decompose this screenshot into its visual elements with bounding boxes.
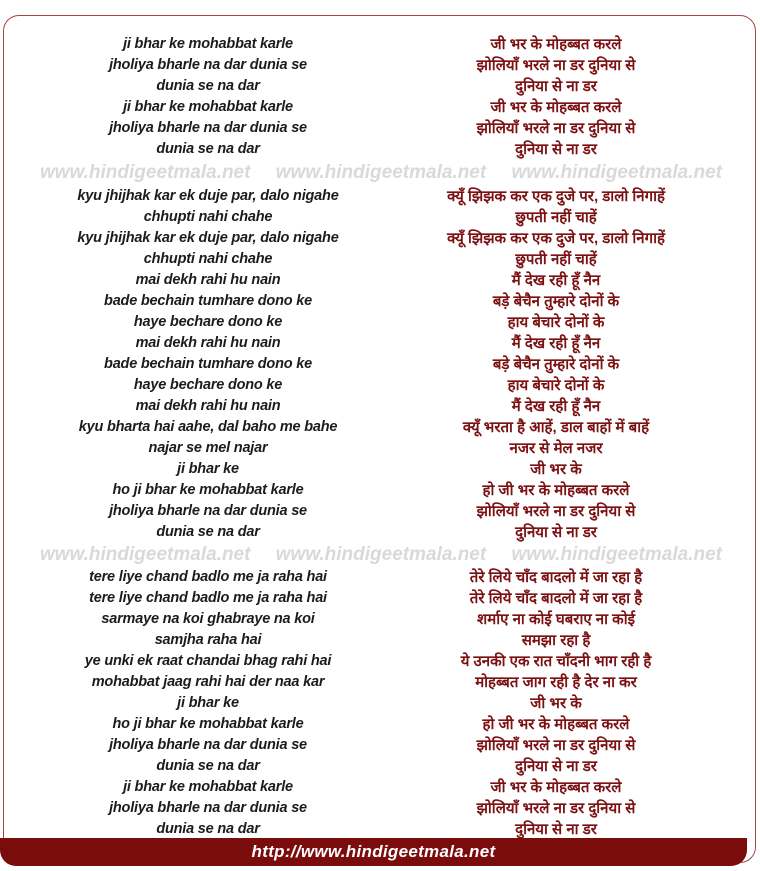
lyric-line-hindi: नजर से मेल नजर xyxy=(509,440,603,457)
lyric-line-hindi: शर्माए ना कोई घबराए ना कोई xyxy=(477,611,635,628)
lyric-line-english: kyu jhijhak kar ek duje par, dalo nigahe xyxy=(77,230,339,246)
watermark-text: www.hindigeetmala.net xyxy=(511,162,722,183)
stanza-2 xyxy=(0,186,760,543)
lyric-line-hindi: हाय बेचारे दोनों के xyxy=(507,314,605,331)
footer-bar xyxy=(0,838,747,866)
watermark-text: www.hindigeetmala.net xyxy=(275,162,487,183)
stanza-3 xyxy=(0,567,760,840)
lyric-line-english: chhupti nahi chahe xyxy=(143,209,273,225)
lyric-line-hindi: दुनिया से ना डर xyxy=(515,141,597,158)
lyric-line-hindi: तेरे लिये चाँद बादलो में जा रहा है xyxy=(469,569,643,586)
lyric-line-english: ji bhar ke xyxy=(177,461,239,477)
lyric-line-english: jholiya bharle na dar dunia se xyxy=(109,57,307,73)
lyric-line-hindi: जी भर के मोहब्बत करले xyxy=(490,36,622,53)
lyric-line-english: jholiya bharle na dar dunia se xyxy=(109,120,307,136)
watermark-band-1 xyxy=(0,160,760,186)
lyric-line-english: dunia se na dar xyxy=(156,821,260,837)
lyric-line-hindi: जी भर के मोहब्बत करले xyxy=(490,99,622,116)
lyric-line-hindi: झोलियाँ भरले ना डर दुनिया से xyxy=(476,120,636,137)
lyric-line-english: ho ji bhar ke mohabbat karle xyxy=(112,482,304,498)
lyric-line-english: ji bhar ke mohabbat karle xyxy=(123,779,293,795)
lyric-line-hindi: मोहब्बत जाग रही है देर ना कर xyxy=(475,674,637,691)
lyric-line-english: jholiya bharle na dar dunia se xyxy=(109,503,307,519)
lyric-line-hindi: बड़े बेचैन तुम्हारे दोनों के xyxy=(492,293,620,310)
stanza-2-english xyxy=(18,186,398,543)
lyric-line-hindi: दुनिया से ना डर xyxy=(515,821,597,838)
lyric-line-hindi: छुपती नहीं चाहें xyxy=(515,251,597,268)
lyric-line-english: chhupti nahi chahe xyxy=(143,251,273,267)
lyric-line-hindi: बड़े बेचैन तुम्हारे दोनों के xyxy=(492,356,620,373)
lyric-line-english: sarmaye na koi ghabraye na koi xyxy=(101,611,315,627)
lyric-line-english: kyu jhijhak kar ek duje par, dalo nigahe xyxy=(77,188,339,204)
lyric-line-english: bade bechain tumhare dono ke xyxy=(104,293,312,309)
lyric-line-english: tere liye chand badlo me ja raha hai xyxy=(89,569,327,585)
lyric-line-hindi: दुनिया से ना डर xyxy=(515,758,597,775)
lyric-line-hindi: हाय बेचारे दोनों के xyxy=(507,377,605,394)
lyric-line-hindi: झोलियाँ भरले ना डर दुनिया से xyxy=(476,57,636,74)
lyric-line-hindi: मैं देख रही हूँ नैन xyxy=(511,335,601,352)
lyric-line-hindi: मैं देख रही हूँ नैन xyxy=(511,398,601,415)
lyric-line-hindi: झोलियाँ भरले ना डर दुनिया से xyxy=(476,503,636,520)
stanza-1-hindi xyxy=(393,34,719,160)
lyric-line-english: jholiya bharle na dar dunia se xyxy=(109,737,307,753)
lyric-line-english: bade bechain tumhare dono ke xyxy=(104,356,312,372)
lyric-line-hindi: हो जी भर के मोहब्बत करले xyxy=(482,716,630,733)
watermark-text: www.hindigeetmala.net xyxy=(40,162,251,183)
lyric-line-hindi: जी भर के xyxy=(530,695,582,712)
lyric-line-hindi: क्यूँ झिझक कर एक दुजे पर, डालो निगाहें xyxy=(447,188,665,205)
lyric-line-hindi: मैं देख रही हूँ नैन xyxy=(511,272,601,289)
lyric-line-hindi: हो जी भर के मोहब्बत करले xyxy=(482,482,630,499)
lyric-line-english: mai dekh rahi hu nain xyxy=(135,335,281,351)
stanza-3-english xyxy=(18,567,398,840)
lyric-line-english: dunia se na dar xyxy=(156,524,260,540)
stanza-1-english xyxy=(18,34,398,160)
lyric-line-hindi: दुनिया से ना डर xyxy=(515,524,597,541)
lyric-line-english: haye bechare dono ke xyxy=(133,377,283,393)
lyric-line-english: mai dekh rahi hu nain xyxy=(135,272,281,288)
lyric-line-english: dunia se na dar xyxy=(156,78,260,94)
lyric-line-english: ji bhar ke xyxy=(177,695,239,711)
lyric-line-hindi: ये उनकी एक रात चाँदनी भाग रही है xyxy=(460,653,652,670)
stanza-3-hindi xyxy=(393,567,719,840)
lyric-line-hindi: क्यूँ झिझक कर एक दुजे पर, डालो निगाहें xyxy=(447,230,665,247)
lyric-line-english: najar se mel najar xyxy=(148,440,268,456)
lyric-line-english: dunia se na dar xyxy=(156,758,260,774)
stanza-2-hindi xyxy=(393,186,719,543)
lyric-line-english: dunia se na dar xyxy=(156,141,260,157)
lyric-line-english: samjha raha hai xyxy=(154,632,262,648)
lyric-line-english: jholiya bharle na dar dunia se xyxy=(109,800,307,816)
watermark-text: www.hindigeetmala.net xyxy=(40,544,251,565)
lyric-line-hindi: जी भर के मोहब्बत करले xyxy=(490,779,622,796)
watermark-text: www.hindigeetmala.net xyxy=(511,544,722,565)
watermark-text: www.hindigeetmala.net xyxy=(275,544,487,565)
lyric-line-english: ye unki ek raat chandai bhag rahi hai xyxy=(84,653,332,669)
watermark-band-2 xyxy=(0,543,760,567)
lyric-line-hindi: तेरे लिये चाँद बादलो में जा रहा है xyxy=(469,590,643,607)
lyric-line-hindi: क्यूँ भरता है आहें, डाल बाहों में बाहें xyxy=(462,419,650,436)
lyric-line-hindi: झोलियाँ भरले ना डर दुनिया से xyxy=(476,800,636,817)
lyric-line-english: tere liye chand badlo me ja raha hai xyxy=(89,590,327,606)
footer-url-link[interactable]: http://www.hindigeetmala.net xyxy=(251,842,496,861)
lyric-line-hindi: झोलियाँ भरले ना डर दुनिया से xyxy=(476,737,636,754)
stanza-1 xyxy=(0,34,760,160)
lyric-line-hindi: छुपती नहीं चाहें xyxy=(515,209,597,226)
lyric-line-hindi: समझा रहा है xyxy=(521,632,591,649)
lyric-line-hindi: जी भर के xyxy=(530,461,582,478)
lyric-line-english: ho ji bhar ke mohabbat karle xyxy=(112,716,304,732)
lyric-line-english: kyu bharta hai aahe, dal baho me bahe xyxy=(78,419,338,435)
lyric-line-english: haye bechare dono ke xyxy=(133,314,283,330)
lyric-line-english: ji bhar ke mohabbat karle xyxy=(123,36,293,52)
lyric-line-english: mai dekh rahi hu nain xyxy=(135,398,281,414)
lyric-line-hindi: दुनिया से ना डर xyxy=(515,78,597,95)
lyric-line-english: ji bhar ke mohabbat karle xyxy=(123,99,293,115)
lyric-line-english: mohabbat jaag rahi hai der naa kar xyxy=(91,674,325,690)
